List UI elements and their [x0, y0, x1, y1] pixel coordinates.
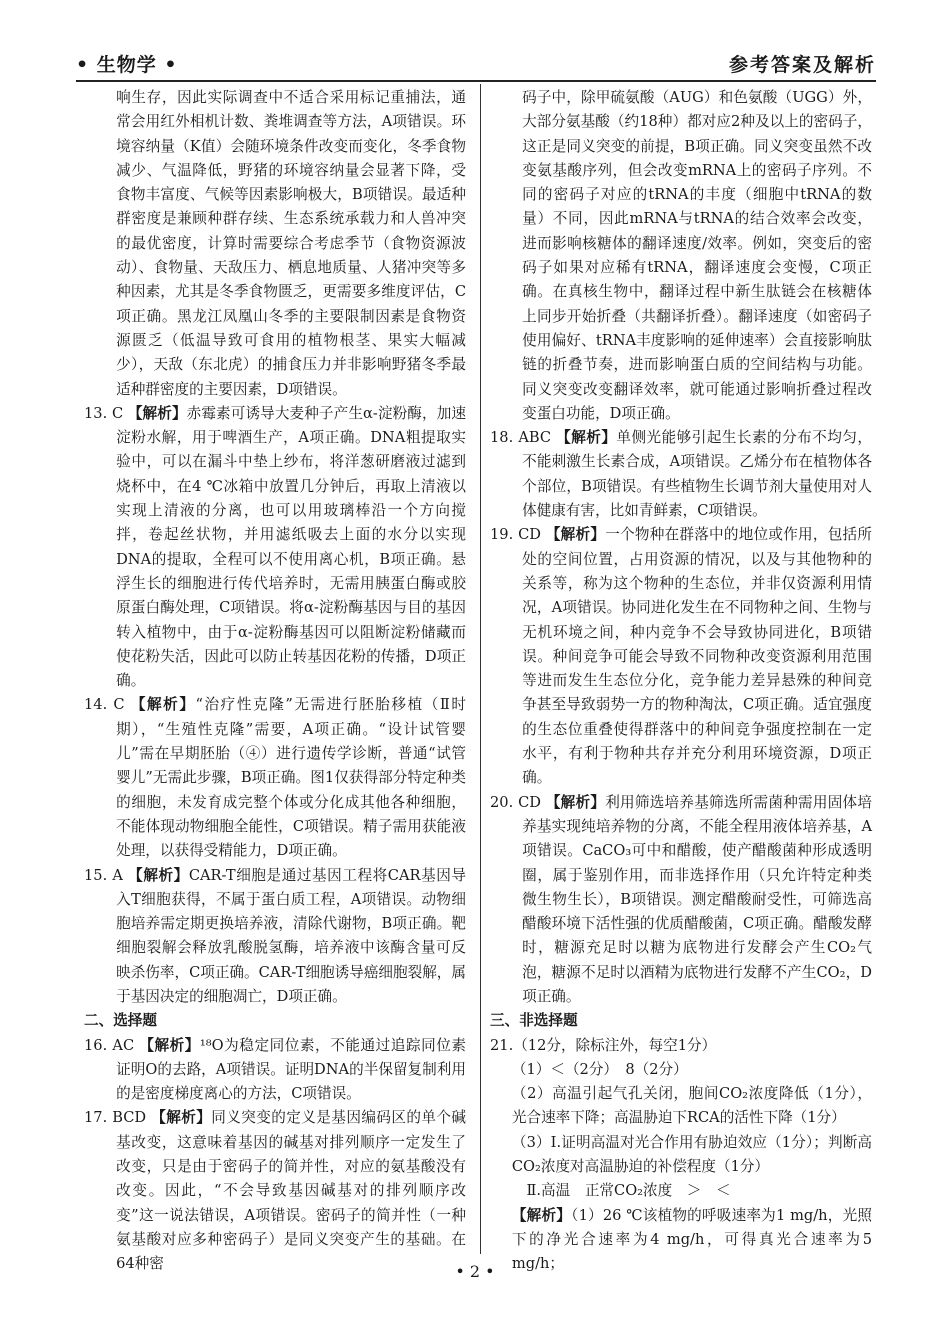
answer-label: 15. A: [84, 866, 129, 884]
answer-item-20: [490, 791, 872, 1010]
answer-21-part-3: （3）Ⅰ.证明高温对光合作用有胁迫效应（1分）；判断高CO₂浓度对高温胁迫的补偿程度（1分）: [511, 1133, 872, 1176]
answer-item-17: [84, 1106, 466, 1276]
answer-label: 14. C: [84, 696, 131, 714]
column-divider: [480, 84, 481, 1254]
answer-label: 16. AC: [84, 1036, 140, 1054]
section-title: 参考答案及解析: [728, 54, 876, 76]
answer-label: 17. BCD: [84, 1109, 152, 1127]
section-heading-3: 三、非选择题: [490, 1012, 578, 1030]
answer-label: 19. CD: [490, 526, 546, 544]
analysis-text: 利用筛选培养基筛选所需菌种需用固体培养基实现纯培养物的分离，不能全程用液体培养基，A项错误。CaCO₃可中和醋酸，使产醋酸菌种形成透明圈，属于鉴别作用，而非选择作用（只允许特定种类微生物生长），B项错误。测定醋酸耐受性，可筛选高醋酸环境下活性强的优质醋酸菌，C项正确。醋酸发酵时，糖源充足时以糖为底物进行发酵会产生CO₂气泡，糖源不足时以酒精为底物进行发酵不产生CO₂，D项正确。: [522, 793, 872, 1005]
analysis-tag: 【解析】: [128, 866, 189, 884]
analysis-tag: 【解析】: [545, 793, 606, 811]
analysis-text: 单侧光能够引起生长素的分布不均匀，不能刺激生长素合成，A项错误。乙烯分布在植物体各个部位，B项错误。有些植物生长调节剂大量使用对人体健康有害，比如青鲜素，C项错误。: [522, 429, 872, 520]
analysis-tag: 【解析】: [151, 1109, 212, 1127]
header-rule: [76, 80, 876, 82]
section-heading-2: 二、选择题: [84, 1012, 157, 1030]
answer-item-13: [84, 402, 466, 694]
left-column: [84, 86, 466, 1277]
analysis-tag: 【解析】: [511, 1206, 572, 1224]
analysis-text: ¹⁸O为稳定同位素，不能通过追踪同位素证明O的去路，A项错误。证明DNA的半保留复制利用的是密度梯度离心的方法，C项错误。: [116, 1036, 466, 1103]
analysis-text: 同义突变的定义是基因编码区的单个碱基改变，这意味着基因的碱基对排列顺序一定发生了改变，只是由于密码子的简并性，对应的氨基酸没有改变。因此，“不会导致基因碱基对的排列顺序改变”这一说法错误，A项错误。密码子的简并性（一种氨基酸对应多种密码子）是同义突变产生的基础。在64种密: [116, 1109, 466, 1273]
answer-item-19: [490, 523, 872, 790]
subject-label: • 生物学 •: [76, 54, 178, 76]
answer-item-15: [84, 864, 466, 1010]
answer-label: 20. CD: [490, 793, 546, 811]
analysis-tag: 【解析】: [556, 429, 617, 447]
answer-item-18: [490, 426, 872, 523]
q17-continuation: 码子中，除甲硫氨酸（AUG）和色氨酸（UGG）外，大部分氨基酸（约18种）都对应2种及以上的密码子，这正是同义突变的前提，B项正确。同义突变虽然不改变氨基酸序列，但会改变mRNA上的密码子序列。不同的密码子对应的tRNA的丰度（细胞中tRNA的数量）不同，因此mRNA与tRNA的结合效率会改变，进而影响核糖体的翻译速度/效率。例如，突变后的密码子如果对应稀有tRNA，翻译速度会变慢，C项正确。在真核生物中，翻译过程中新生肽链会在核糖体上同步开始折叠（共翻译折叠）。翻译速度（如密码子使用偏好、tRNA丰度影响的延伸速率）会直接影响肽链的折叠节奏，进而影响蛋白质的空间结构与功能。同义突变改变翻译效率，就可能通过影响折叠过程改变蛋白功能，D项正确。: [522, 89, 872, 422]
answer-item-21-head: 21.（12分，除标注外，每空1分）: [490, 1036, 717, 1054]
analysis-text: “治疗性克隆”无需进行胚胎移植（Ⅱ时期），“生殖性克隆”需要，A项正确。“设计试管婴儿”需在早期胚胎（④）进行遗传学诊断，普通“试管婴儿”无需此步骤，B项正确。图1仅获得部分特定种类的细胞，未发育成完整个体或分化成其他各种细胞，不能体现动物细胞全能性，C项错误。精子需用获能液处理，以获得受精能力，D项正确。: [116, 696, 466, 860]
answer-label: 13. C: [84, 404, 128, 422]
answer-item-16: [84, 1034, 466, 1107]
analysis-text: CAR-T细胞是通过基因工程将CAR基因导入T细胞获得，不属于蛋白质工程，A项错误。动物细胞培养需定期更换培养液，清除代谢物，B项正确。靶细胞裂解会释放乳酸脱氢酶，培养液中该酶含量可反映杀伤率，C项正确。CAR-T细胞诱导癌细胞裂解，属于基因决定的细胞凋亡，D项正确。: [116, 866, 466, 1005]
analysis-tag: 【解析】: [130, 696, 196, 714]
answer-21-part-1: （1）＜（2分） 8（2分）: [511, 1060, 688, 1078]
answer-label: 18. ABC: [490, 429, 557, 447]
analysis-tag: 【解析】: [127, 404, 187, 422]
analysis-text: （1）26 ℃该植物的呼吸速率为1 mg/h，光照下的净光合速率为4 mg/h，可得真光合速率为5 mg/h；: [511, 1206, 872, 1273]
answer-21-part-2: （2）高温引起气孔关闭，胞间CO₂浓度降低（1分），光合速率下降；高温胁迫下RCA的活性下降（1分）: [511, 1085, 872, 1127]
right-column: [490, 86, 872, 1277]
answer-21-part-3b: Ⅱ.高温 正常CO₂浓度 ＞ ＜: [526, 1182, 731, 1200]
analysis-tag: 【解析】: [545, 526, 606, 544]
page-header: [76, 50, 876, 80]
analysis-tag: 【解析】: [139, 1036, 200, 1054]
analysis-text: 一个物种在群落中的地位或作用，包括所处的空间位置，占用资源的情况，以及与其他物种的关系等，称为这个物种的生态位，并非仅资源利用情况，A项错误。协同进化发生在不同物种之间、生物与无机环境之间，种内竞争不会导致协同进化，B项错误。种间竞争可能会导致不同物种改变资源利用范围等进而发生生态位分化，竞争能力差异悬殊的种间竞争甚至导致弱势一方的物种淘汰，C项正确。适宜强度的生态位重叠使得群落中的种间竞争强度控制在一定水平，有利于物种共存并充分利用环境资源，D项正确。: [522, 526, 872, 787]
q12-continuation: 响生存，因此实际调查中不适合采用标记重捕法，通常会用红外相机计数、粪堆调查等方法，A项错误。环境容纳量（K值）会随环境条件改变而变化，冬季食物减少、气温降低，野猪的环境容纳量会显著下降，受食物丰富度、气候等因素影响极大，B项错误。最适种群密度是兼顾种群存续、生态系统承载力和人兽冲突的最优密度，计算时需要综合考虑季节（食物资源波动）、食物量、天敌压力、栖息地质量、人猪冲突等多种因素，尤其是冬季食物匮乏，更需要多维度评估，C项正确。黑龙江凤凰山冬季的主要限制因素是食物资源匮乏（低温导致可食用的植物根茎、果实大幅减少），天敌（东北虎）的捕食压力并非影响野猪冬季最适种群密度的主要因素，D项错误。: [116, 89, 466, 398]
analysis-text: 赤霉素可诱导大麦种子产生α-淀粉酶，加速淀粉水解，用于啤酒生产，A项正确。DNA粗提取实验中，可以在漏斗中垫上纱布，将洋葱研磨液过滤到烧杯中，在4 ℃冰箱中放置几分钟后，再取上清液以实现上清液的分离，也可以用玻璃棒沿一个方向搅拌，卷起丝状物，并用滤纸吸去上面的水分以实现DNA的提取，全程可以不使用离心机，B项正确。悬浮生长的细胞进行传代培养时，无需用胰蛋白酶或胶原蛋白酶处理，C项错误。将α-淀粉酶基因与目的基因转入植物中，由于α-淀粉酶基因可以阻断淀粉储藏而使花粉失活，因此可以防止转基因花粉的传播，D项正确。: [116, 404, 466, 690]
answer-item-14: [84, 693, 466, 863]
page-number: • 2 •: [455, 1262, 495, 1281]
